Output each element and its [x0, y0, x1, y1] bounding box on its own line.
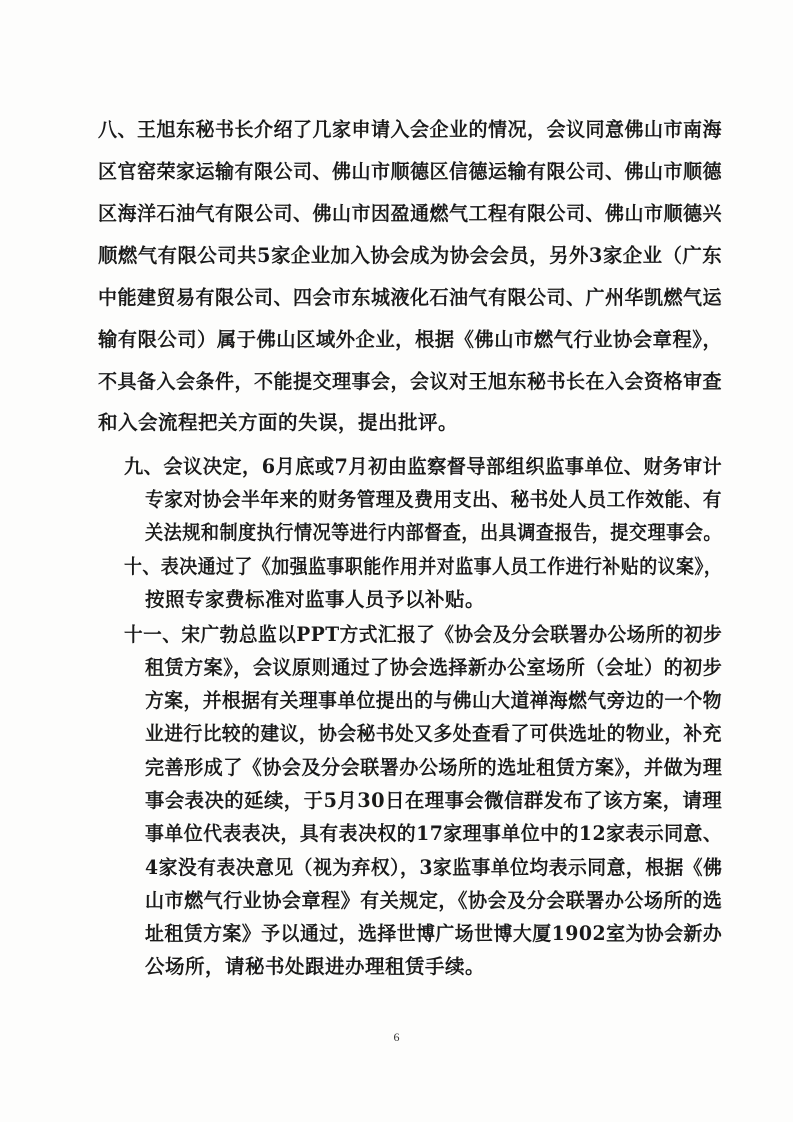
paragraph-line: 事单位代表表决，具有表决权的17家理事单位中的12家表示同意、	[145, 822, 723, 845]
paragraph-line: 不具备入会条件，不能提交理事会，会议对王旭东秘书长在入会资格审查	[98, 370, 723, 393]
paragraph-line: 公场所，请秘书处跟进办理租赁手续。	[145, 955, 486, 978]
paragraph-line: 关法规和制度执行情况等进行内部督查，出具调查报告，提交理事会。	[145, 521, 722, 544]
paragraph-line: 区海洋石油气有限公司、佛山市因盈通燃气工程有限公司、佛山市顺德兴	[98, 202, 723, 225]
paragraph-line: 八、王旭东秘书长介绍了几家申请入会企业的情况，会议同意佛山市南海	[98, 118, 723, 141]
paragraph-line: 专家对协会半年来的财务管理及费用支出、秘书处人员工作效能、有	[145, 488, 723, 511]
paragraph-line: 方案，并根据有关理事单位提出的与佛山大道禅海燃气旁边的一个物	[145, 689, 723, 712]
paragraph-line: 租赁方案》，会议原则通过了协会选择新办公室场所（会址）的初步	[145, 656, 723, 679]
paragraph-line: 和入会流程把关方面的失误，提出批评。	[98, 411, 459, 434]
paragraph-line: 4家没有表决意见（视为弃权），3家监事单位均表示同意，根据《佛	[145, 856, 723, 879]
paragraph-line: 十一、宋广勃总监以PPT方式汇报了《协会及分会联署办公场所的初步	[124, 623, 723, 646]
paragraph-line: 事会表决的延续，于5月30日在理事会微信群发布了该方案，请理	[145, 789, 723, 812]
paragraph-line: 区官窑荣家运输有限公司、佛山市顺德区信德运输有限公司、佛山市顺德	[98, 160, 723, 183]
paragraph-line: 完善形成了《协会及分会联署办公场所的选址租赁方案》，并做为理	[145, 756, 723, 779]
paragraph-line: 顺燃气有限公司共5家企业加入协会成为协会会员，另外3家企业（广东	[98, 244, 723, 267]
paragraph-line: 中能建贸易有限公司、四会市东城液化石油气有限公司、广州华凯燃气运	[98, 286, 723, 309]
paragraph-line: 山市燃气行业协会章程》有关规定，《协会及分会联署办公场所的选	[145, 889, 723, 912]
page-number: 6	[393, 1030, 400, 1044]
paragraph-line: 业进行比较的建议，协会秘书处又多处查看了可供选址的物业，补充	[145, 722, 723, 745]
paragraph-line: 址租赁方案》予以通过，选择世博广场世博大厦1902室为协会新办	[145, 922, 723, 945]
paragraph-line: 十、表决通过了《加强监事职能作用并对监事人员工作进行补贴的议案》，	[124, 555, 723, 578]
paragraph-line: 输有限公司）属于佛山区域外企业，根据《佛山市燃气行业协会章程》，	[98, 328, 723, 351]
paragraph-line: 九、会议决定，6月底或7月初由监察督导部组织监事单位、财务审计	[124, 455, 723, 478]
paragraph-line: 按照专家费标准对监事人员予以补贴。	[145, 588, 486, 611]
